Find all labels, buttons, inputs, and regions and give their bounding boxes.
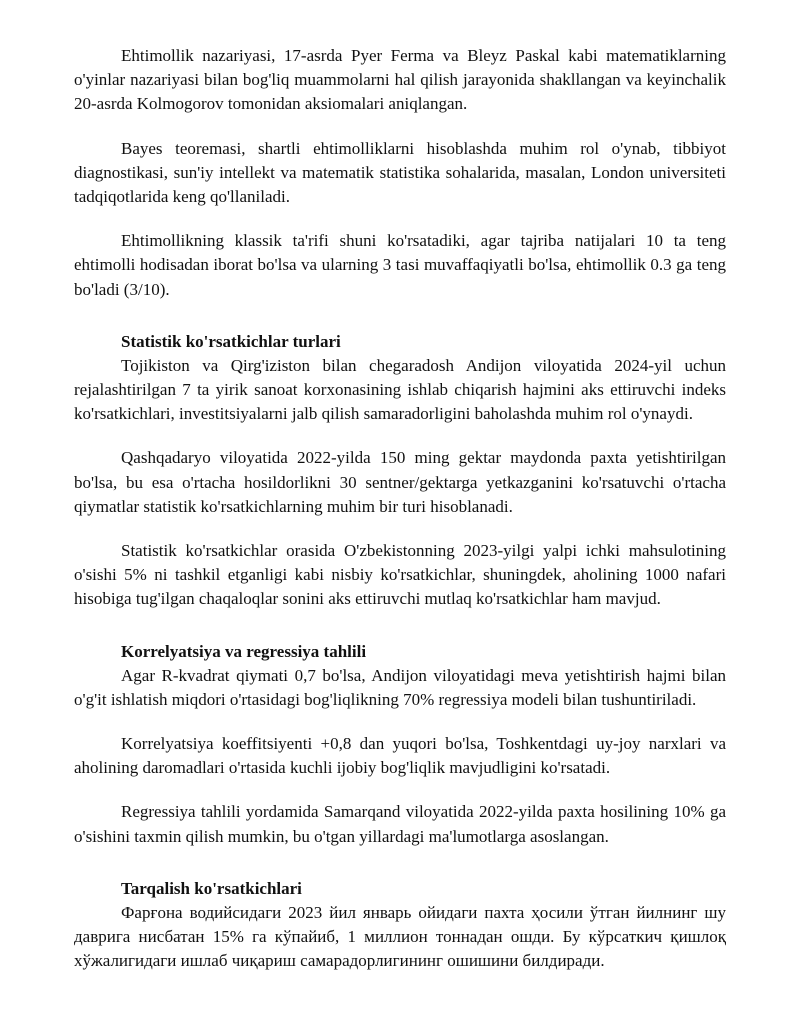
paragraph-bayes-theorem: Bayes teoremasi, shartli ehtimolliklarni hisoblashda muhim rol o'ynab, tibbiyot diagnostikasi, sun'iy intellekt va matematik statistika sohalarida, masalan, London universiteti tadqiqotlarida keng qo'llaniladi. [74,138,726,207]
paragraph-average-values: Qashqadaryo viloyatida 2022-yilda 150 ming gektar maydonda paxta yetishtirilgan bo'lsa, bu esa o'rtacha hosildorlikni 30 sentner/gektarga yetkazganini ko'rsatuvchi o'rtacha qiymatlar statistik ko'rsatkichlarning muhim bir turi hisoblanadi. [74,448,726,516]
paragraph-relative-absolute: Statistik ko'rsatkichlar orasida O'zbekistonning 2023-yilgi yalpi ichki mahsulotining o'sishi 5% ni tashkil etganligi kabi nisbiy ko'rsatkichlar, shuningdek, aholining 1000 nafari hisobiga tug'ilgan chaqaloqlar sonini aks ettiruvchi mutlaq ko'rsatkichlar ham mavjud. [74,541,726,609]
section-heading-correlation-regression: Korrelyatsiya va regressiya tahlili [121,641,367,661]
paragraph-probability-history: Ehtimollik nazariyasi, 17-asrda Pyer Ferma va Bleyz Paskal kabi matematiklarning o'yinlar nazariyasi bilan bog'liq muammolarni hal qilish jarayonida shakllangan va keyinchalik 20-asrda Kolmogorov tomonidan aksiomalari aniqlangan. [74,46,726,114]
paragraph-fergana-cotton: Фарғона водийсидаги 2023 йил январь ойидаги пахта ҳосили ўтган йилнинг шу даврига нисбатан 15% га кўпайиб, 1 миллион тоннадан ошди. Бу кўрсаткич қишлоқ хўжалигидаги ишлаб чиқариш самарадорлигининг ошишини билдиради. [74,902,726,971]
paragraph-classical-probability: Ehtimollikning klassik ta'rifi shuni ko'rsatadiki, agar tajriba natijalari 10 ta teng ehtimolli hodisadan iborat bo'lsa va ularning 3 tasi muvaffaqiyatli bo'lsa, ehtimollik 0.3 ga teng bo'ladi (3/10). [74,231,726,299]
section-heading-dispersion-indicators: Tarqalish ko'rsatkichlari [121,878,302,898]
paragraph-regression-forecast: Regressiya tahlili yordamida Samarqand viloyatida 2022-yilda paxta hosilining 10% ga o'sishini taxmin qilish mumkin, bu o'tgan yillardagi ma'lumotlarga asoslangan. [74,802,726,846]
paragraph-correlation-coefficient: Korrelyatsiya koeffitsiyenti +0,8 dan yuqori bo'lsa, Toshkentdagi uy-joy narxlari va aholining daromadlari o'rtasida kuchli ijobiy bog'liqlik mavjudligini ko'rsatadi. [74,734,726,778]
paragraph-r-squared: Agar R-kvadrat qiymati 0,7 bo'lsa, Andijon viloyatidagi meva yetishtirish hajmi bilan o'g'it ishlatish miqdori o'rtasidagi bog'liqlikning 70% regressiya modeli bilan tushuntiriladi. [74,665,726,709]
section-heading-statistical-indicators: Statistik ko'rsatkichlar turlari [121,331,341,351]
paragraph-index-indicators: Tojikiston va Qirg'iziston bilan chegaradosh Andijon viloyatida 2024-yil uchun rejalashtirilgan 7 ta yirik sanoat korxonasining ishlab chiqarish hajmini aks ettiruvchi indeks ko'rsatkichlari, investitsiyalarni jalb qilish samaradorligini baholashda muhim rol o'ynaydi. [74,355,726,424]
